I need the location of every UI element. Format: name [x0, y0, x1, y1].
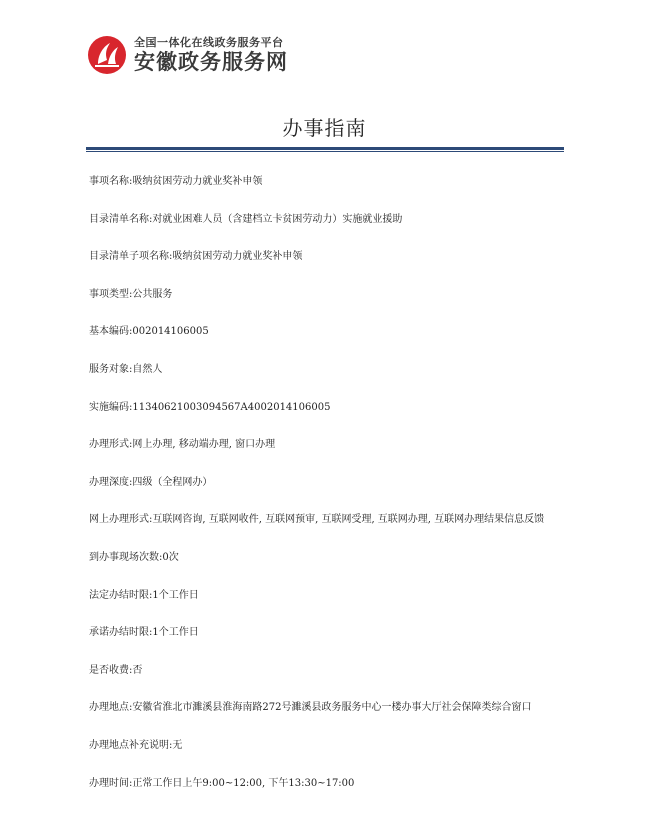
- field-basic-code: [89, 325, 569, 363]
- field-catalog-subitem: [89, 250, 569, 288]
- field-value: 正常工作日上午9:00~12:00, 下午13:30~17:00: [132, 777, 355, 789]
- field-handling-form: [89, 438, 569, 476]
- field-item-name: [89, 175, 569, 213]
- field-label: 承诺办结时限:: [89, 627, 153, 639]
- field-value: 0次: [162, 551, 179, 563]
- field-implementation-code: [89, 401, 569, 439]
- field-promised-time-limit: [89, 626, 569, 664]
- field-value: 网上办理, 移动端办理, 窗口办理: [132, 439, 276, 451]
- field-value: 四级（全程网办）: [132, 476, 213, 488]
- field-value: 互联网咨询, 互联网收件, 互联网预审, 互联网受理, 互联网办理, 互联网办理结果信息反馈: [152, 514, 545, 526]
- field-value: 1个工作日: [152, 627, 199, 639]
- anhui-gov-logo-icon: [86, 34, 128, 76]
- field-label: 目录清单名称:: [89, 213, 153, 225]
- field-online-form: [89, 513, 569, 551]
- field-value: 吸纳贫困劳动力就业奖补申领: [172, 251, 303, 263]
- field-handling-depth: [89, 476, 569, 514]
- field-item-type: [89, 288, 569, 326]
- field-label: 办理深度:: [89, 476, 133, 488]
- field-value: 否: [132, 664, 143, 676]
- field-label: 事项名称:: [89, 176, 133, 187]
- field-value: 公共服务: [132, 288, 173, 300]
- field-label: 事项类型:: [89, 288, 133, 300]
- field-location: [89, 701, 569, 739]
- field-fee: [89, 664, 569, 702]
- field-onsite-visits: [89, 551, 569, 589]
- field-value: 002014106005: [132, 326, 209, 338]
- field-label: 到办事现场次数:: [89, 551, 163, 563]
- field-label: 法定办结时限:: [89, 589, 153, 601]
- logo-text: [134, 36, 288, 74]
- logo-title: 安徽政务服务网: [134, 50, 288, 74]
- field-label: 办理地点:: [89, 702, 133, 714]
- logo-subtitle: 全国一体化在线政务服务平台: [134, 36, 284, 49]
- field-label: 是否收费:: [89, 664, 133, 676]
- field-value: 对就业困难人员（含建档立卡贫困劳动力）实施就业援助: [152, 213, 403, 225]
- title-divider: [86, 147, 564, 153]
- document-title: 办事指南: [282, 116, 367, 140]
- field-value: 自然人: [132, 363, 163, 375]
- title-divider-thin: [86, 151, 564, 152]
- field-legal-time-limit: [89, 589, 569, 627]
- field-location-note: [89, 739, 569, 777]
- field-label: 办理地点补充说明:: [89, 739, 173, 751]
- field-value: 无: [172, 739, 183, 751]
- field-label: 办理时间:: [89, 777, 133, 789]
- guide-fields-list: [89, 175, 569, 814]
- field-label: 基本编码:: [89, 326, 133, 338]
- title-divider-thick: [86, 147, 564, 150]
- field-label: 网上办理形式:: [89, 514, 153, 526]
- site-header: [86, 34, 288, 76]
- field-label: 办理形式:: [89, 439, 133, 451]
- field-value: 11340621003094567A4002014106005: [132, 401, 331, 413]
- field-value: 吸纳贫困劳动力就业奖补申领: [132, 176, 263, 187]
- field-label: 目录清单子项名称:: [89, 251, 173, 263]
- field-label: 实施编码:: [89, 401, 133, 413]
- field-office-hours: [89, 777, 569, 815]
- field-value: 安徽省淮北市濉溪县淮海南路272号濉溪县政务服务中心一楼办事大厅社会保障类综合窗口: [132, 702, 532, 714]
- field-catalog-name: [89, 213, 569, 251]
- field-service-target: [89, 363, 569, 401]
- field-label: 服务对象:: [89, 363, 133, 375]
- field-value: 1个工作日: [152, 589, 199, 601]
